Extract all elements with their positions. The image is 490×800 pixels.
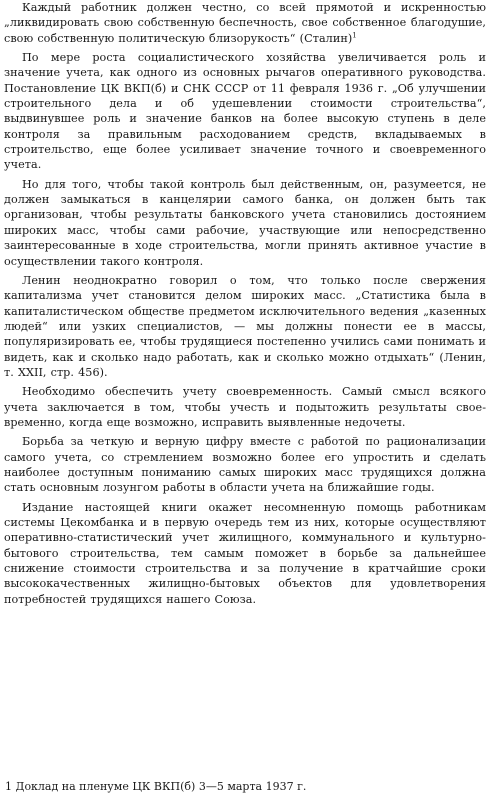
paragraph-2: По мере роста социалистического хозяйства увеличивается роль и значение учета, как одного из основных рычагов оперативного руководства. Постановление ЦК ВКП(б) и СНК СССР от 11 февраля 1936 г. „Об улучшении строительного дела и об удешевлении стоимости строительства“, выдвинувшее роль и значение банков на более высокую ступень в деле контроля за правильным расходованием средств, вкладываемых в строительство, еще более усиливает значение точного и своевременного учета.	[4, 51, 486, 172]
paragraph-1-text: Каждый работник должен честно, со всей прямотой и искренностью „ликвидировать свою собственную беспечность, свое собственное благодушие, свою собственную политическую близорукость“ (Сталин)	[4, 1, 486, 45]
footnote: 1 Доклад на пленуме ЦК ВКП(б) 3—5 марта 1937 г.	[5, 780, 307, 793]
paragraph-5: Необходимо обеспечить учету своевременность. Самый смысл всякого учета заключается в том, чтобы учесть и подытожить результаты своевременно, когда еще возможно, исправить выявленные недочеты.	[4, 385, 486, 429]
footnote-marker: 1	[352, 30, 357, 39]
paragraph-1	[4, 0, 486, 46]
paragraph-4: Ленин неоднократно говорил о том, что только после свержения капитализма учет становится делом широких масс. „Статистика была в капиталистическом обществе предметом исключительного ведения „казенных людей“ или узких специалистов, — мы должны понести ее в массы, популяризировать ее, чтобы трудящиеся постепенно учились сами понимать и видеть, как и сколько надо работать, как и сколько можно отдыхать“ (Ленин, т. XXII, стр. 456).	[4, 273, 486, 379]
paragraph-6: Борьба за четкую и верную цифру вместе с работой по рационализации самого учета, со стремлением возможно более его упростить и сделать наиболее доступным пониманию самых широких масс трудящихся должна стать основным лозунгом работы в области учета на ближайшие годы.	[4, 435, 486, 495]
body-text	[4, 0, 486, 611]
paragraph-3: Но для того, чтобы такой контроль был действенным, он, разумеется, не должен замыкаться в канцелярии самого банка, он должен быть так организован, чтобы результаты банковского учета становились достоянием широких масс, чтобы сами рабочие, участвующие или непосредственно заинтересованные в ходе строительства, могли принять активное участие в осуществлении такого контроля.	[4, 177, 486, 268]
paragraph-7: Издание настоящей книги окажет несомненную помощь работникам системы Цекомбанка и в первую очередь тем из них, которые осуществляют оперативно-статистический учет жилищного, коммунального и культурно-бытового строительства, тем самым поможет в борьбе за дальнейшее снижение стоимости строительства и за получение в кратчайшие сроки высококачественных жилищно-бытовых объектов для удовлетворения потребностей трудящихся нашего Союза.	[4, 500, 486, 606]
